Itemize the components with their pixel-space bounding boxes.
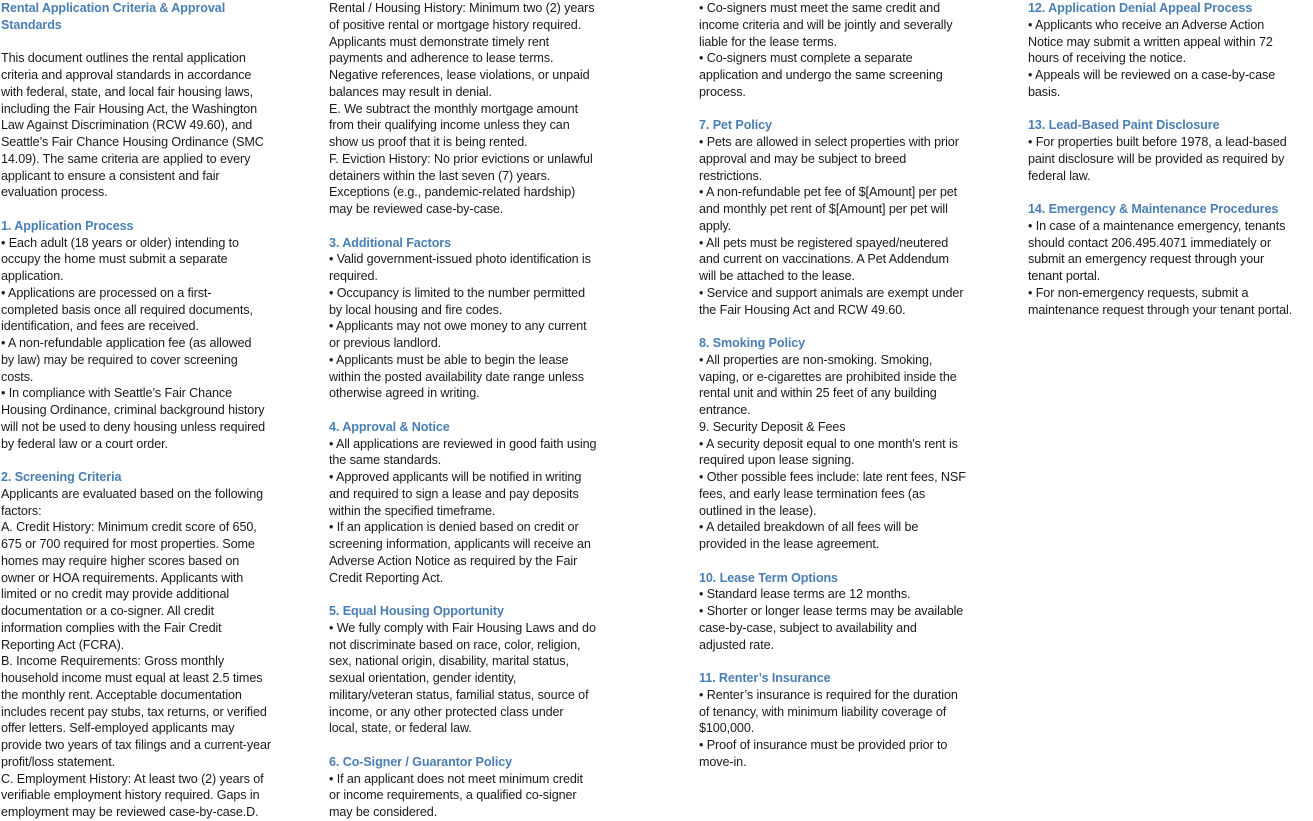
intro-line: with federal, state, and local fair housing laws, (1, 84, 254, 99)
spacer (1, 201, 301, 218)
body-line: • Applicants must be able to begin the lease (329, 352, 569, 367)
body-line: Negative references, lease violations, or unpaid (329, 68, 590, 82)
body-line: F. Eviction History: No prior evictions or unlawful (329, 151, 593, 166)
body-line: provide two years of tax filings and a current-year (1, 738, 271, 752)
section-body-denial-appeal (1028, 17, 1313, 101)
body-line: the same standards. (329, 453, 442, 468)
body-line: • For properties built before 1978, a lead-based (1028, 135, 1287, 149)
body-line: military/veteran status, familial status, source of (329, 687, 589, 702)
body-line: factors: (1, 503, 42, 518)
spacer (1028, 101, 1313, 118)
body-line: offer letters. Self-employed applicants may (1, 721, 235, 736)
column-1 (1, 0, 301, 821)
body-line: may be reviewed case-by-case. (329, 202, 504, 216)
body-line: • Co-signers must meet the same credit and (699, 1, 940, 15)
body-line: by law) may be required to cover screening (1, 352, 238, 367)
spacer (329, 402, 629, 419)
body-line: or previous landlord. (329, 336, 442, 350)
body-line: vaping, or e-cigarettes are prohibited inside the (699, 369, 957, 384)
title-line: Standards (1, 17, 62, 32)
body-line: from their qualifying income unless they can (329, 118, 570, 133)
body-line: • A non-refundable application fee (as allowed (1, 336, 252, 350)
body-line: Rental / Housing History: Minimum two (2) years (329, 1, 595, 15)
body-line: owner or HOA requirements. Applicants with (1, 570, 244, 585)
body-line: • Valid government-issued photo identification is (329, 252, 591, 267)
body-line: • If an applicant does not meet minimum credit (329, 771, 583, 786)
body-line: provided in the lease agreement. (699, 537, 880, 551)
body-line: • Each adult (18 years or older) intending to (1, 235, 239, 250)
body-line: application and undergo the same screening (699, 68, 943, 82)
spacer (699, 101, 999, 118)
column-2 (329, 0, 629, 821)
body-line: outlined in the lease). (699, 503, 817, 518)
body-line: of positive rental or mortgage history required. (329, 17, 582, 32)
body-line: may be considered. (329, 805, 438, 819)
body-line: tenant portal. (1028, 269, 1101, 283)
spacer (1, 34, 301, 51)
body-line: E. We subtract the monthly mortgage amount (329, 101, 578, 116)
body-line: sex, national origin, disability, marital status, (329, 654, 569, 669)
body-line: or income requirements, a qualified co-signer (329, 788, 577, 803)
body-line: Exceptions (e.g., pandemic-related hardship) (329, 185, 576, 200)
body-line: by local housing and fire codes. (329, 302, 503, 317)
intro-line: applicant to ensure a consistent and fair (1, 168, 220, 183)
intro-paragraph (1, 50, 301, 201)
body-line: C. Employment History: At least two (2) years of (1, 771, 264, 786)
body-line: • Applications are processed on a first- (1, 285, 212, 300)
body-line: not discriminate based on race, color, religion, (329, 637, 581, 652)
body-line: • Renter’s insurance is required for the duration (699, 687, 958, 702)
body-line: Adverse Action Notice as required by the Fair (329, 553, 578, 568)
body-line: show us proof that it is being rented. (329, 135, 528, 149)
body-line: screening information, applicants will receive an (329, 537, 591, 551)
section-heading-lease-term: 10. Lease Term Options (699, 570, 838, 585)
section-body-smoking-policy (699, 352, 999, 553)
body-line: hours of receiving the notice. (1028, 51, 1187, 66)
body-line: employment may be reviewed case-by-case.D. (1, 805, 259, 819)
spacer (699, 653, 999, 670)
body-line: • Pets are allowed in select properties with prior (699, 135, 959, 149)
section-heading-emergency-maintenance: 14. Emergency & Maintenance Procedures (1028, 202, 1279, 216)
body-line: and monthly pet rent of $[Amount] per pet will (699, 202, 948, 216)
section-heading-approval-notice: 4. Approval & Notice (329, 419, 450, 434)
body-line: • Proof of insurance must be provided prior to (699, 738, 948, 752)
section-heading-denial-appeal: 12. Application Denial Appeal Process (1028, 1, 1253, 15)
document-title (1, 0, 301, 34)
spacer (329, 218, 629, 235)
body-line: A. Credit History: Minimum credit score of 650, (1, 520, 257, 535)
intro-line: Law Against Discrimination (RCW 49.60), and (1, 118, 253, 133)
body-line: profit/loss statement. (1, 754, 115, 769)
body-line: homes may require higher scores based on (1, 553, 240, 568)
intro-line: evaluation process. (1, 185, 108, 200)
body-line: the monthly rent. Acceptable documentation (1, 687, 242, 702)
section-body-emergency-maintenance (1028, 218, 1313, 319)
spacer (1028, 184, 1313, 201)
body-line: balances may result in denial. (329, 84, 492, 99)
section-body-screening-criteria-continued (329, 0, 629, 218)
spacer (329, 586, 629, 603)
body-line: • Approved applicants will be notified in writing (329, 470, 582, 484)
body-line: paint disclosure will be provided as required by (1028, 151, 1285, 166)
body-line: • Other possible fees include: late rent fees, NSF (699, 470, 966, 484)
body-line: income criteria and will be jointly and severally (699, 17, 953, 32)
section-body-co-signer-continued (699, 0, 999, 101)
body-line: completed basis once all required documents, (1, 302, 253, 317)
section-body-renters-insurance (699, 687, 999, 771)
body-line: includes recent pay stubs, tax returns, or verified (1, 704, 267, 719)
body-line: identification, and fees are received. (1, 319, 199, 334)
body-line: required. (329, 269, 378, 283)
body-line: occupy the home must submit a separate (1, 252, 228, 267)
body-line: case-by-case, subject to availability and (699, 620, 917, 635)
spacer (1, 452, 301, 469)
body-line: • Applicants who receive an Adverse Action (1028, 17, 1265, 32)
intro-line: This document outlines the rental application (1, 51, 246, 66)
body-line: Applicants must demonstrate timely rent (329, 34, 550, 49)
body-line: information complies with the Fair Credit (1, 620, 222, 635)
body-line: • All applications are reviewed in good faith using (329, 436, 597, 451)
column-4 (1028, 0, 1313, 318)
body-line: Applicants are evaluated based on the following (1, 486, 264, 501)
title-line: Rental Application Criteria & Approval (1, 1, 226, 15)
body-line: within the posted availability date range unless (329, 369, 584, 384)
body-line: • A security deposit equal to one month's rent is (699, 436, 958, 451)
body-line: and current on vaccinations. A Pet Addendum (699, 252, 949, 267)
body-line: apply. (699, 218, 732, 233)
body-line: $100,000. (699, 721, 755, 736)
section-heading-additional-factors: 3. Additional Factors (329, 235, 451, 250)
section-heading-application-process: 1. Application Process (1, 218, 134, 233)
section-body-pet-policy (699, 134, 999, 318)
body-line: • If an application is denied based on credit or (329, 520, 579, 535)
body-line: approval and may be subject to breed (699, 151, 907, 166)
intro-line: including the Fair Housing Act, the Washington (1, 101, 258, 116)
body-line: submit an emergency request through your (1028, 252, 1265, 267)
body-line: • A detailed breakdown of all fees will be (699, 520, 919, 535)
section-body-lead-paint (1028, 134, 1313, 184)
body-line: within the specified timeframe. (329, 503, 496, 518)
body-line: and required to sign a lease and pay deposits (329, 486, 579, 501)
body-line: of tenancy, with minimum liability coverage of (699, 704, 947, 719)
body-line: • Co-signers must complete a separate (699, 51, 913, 66)
body-line: entrance. (699, 403, 751, 417)
body-line: • In case of a maintenance emergency, tenants (1028, 218, 1286, 233)
body-line: will be attached to the lease. (699, 269, 855, 283)
body-line: limited or no credit may provide additional (1, 587, 230, 602)
body-line: costs. (1, 369, 34, 384)
body-line: federal law. (1028, 168, 1091, 183)
body-line: restrictions. (699, 168, 763, 183)
spacer (329, 737, 629, 754)
section-heading-equal-housing: 5. Equal Housing Opportunity (329, 604, 504, 618)
body-line: • For non-emergency requests, submit a (1028, 285, 1249, 300)
body-line: • All properties are non-smoking. Smoking, (699, 352, 933, 367)
body-line: Housing Ordinance, criminal background history (1, 403, 265, 417)
body-line: 675 or 700 required for most properties. Some (1, 537, 255, 551)
body-line: move-in. (699, 754, 747, 769)
body-line: process. (699, 84, 746, 99)
body-line: otherwise agreed in writing. (329, 386, 480, 401)
body-line: application. (1, 269, 64, 283)
body-line: • Service and support animals are exempt under (699, 285, 964, 300)
body-line: required upon lease signing. (699, 453, 855, 468)
body-line: Notice may submit a written appeal within 72 (1028, 34, 1273, 49)
body-line: liable for the lease terms. (699, 34, 837, 49)
section-heading-pet-policy: 7. Pet Policy (699, 118, 772, 133)
section-heading-screening-criteria: 2. Screening Criteria (1, 470, 122, 484)
body-line: • All pets must be registered spayed/neutered (699, 235, 949, 250)
spacer (699, 318, 999, 335)
body-line: should contact 206.495.4071 immediately or (1028, 235, 1271, 250)
body-line: payments and adherence to lease terms. (329, 51, 554, 66)
body-line: • In compliance with Seattle’s Fair Chance (1, 386, 232, 401)
body-line: detainers within the last seven (7) years. (329, 168, 551, 183)
section-heading-smoking-policy: 8. Smoking Policy (699, 336, 806, 350)
body-line: • Standard lease terms are 12 months. (699, 587, 911, 602)
section-body-co-signer (329, 771, 629, 821)
body-line: will not be used to deny housing unless required (1, 419, 266, 434)
body-line: • Appeals will be reviewed on a case-by-case (1028, 68, 1276, 82)
section-body-application-process (1, 235, 301, 453)
body-line: Credit Reporting Act. (329, 570, 444, 585)
body-line: verifiable employment history required. Gaps in (1, 788, 260, 803)
body-line: documentation or a co-signer. All credit (1, 604, 215, 618)
intro-line: criteria and approval standards in accordance (1, 68, 252, 82)
body-line: • Shorter or longer lease terms may be available (699, 604, 964, 618)
intro-line: Seattle’s Fair Chance Housing Ordinance (SMC (1, 135, 264, 149)
section-body-approval-notice (329, 436, 629, 587)
body-line: local, state, or federal law. (329, 721, 472, 736)
body-line: by federal law or a court order. (1, 436, 168, 451)
section-body-screening-criteria (1, 486, 301, 821)
body-line: adjusted rate. (699, 637, 774, 652)
spacer (699, 553, 999, 570)
body-line: sexual orientation, gender identity, (329, 671, 517, 685)
body-line: rental unit and within 25 feet of any building (699, 386, 937, 401)
body-line: the Fair Housing Act and RCW 49.60. (699, 302, 906, 317)
section-heading-renters-insurance: 11. Renter’s Insurance (699, 671, 831, 685)
body-line: fees, and early lease termination fees (as (699, 486, 926, 501)
section-body-additional-factors (329, 251, 629, 402)
body-line: 9. Security Deposit & Fees (699, 419, 846, 434)
section-heading-co-signer: 6. Co-Signer / Guarantor Policy (329, 754, 513, 769)
section-body-lease-term (699, 586, 999, 653)
body-line: household income must equal at least 2.5 times (1, 671, 263, 685)
section-heading-lead-paint: 13. Lead-Based Paint Disclosure (1028, 118, 1220, 133)
body-line: basis. (1028, 84, 1061, 99)
body-line: • Applicants may not owe money to any current (329, 319, 587, 334)
body-line: income, or any other protected class under (329, 704, 564, 719)
body-line: • A non-refundable pet fee of $[Amount] per pet (699, 185, 958, 200)
body-line: B. Income Requirements: Gross monthly (1, 654, 225, 669)
body-line: • We fully comply with Fair Housing Laws and do (329, 620, 596, 635)
column-3 (699, 0, 999, 771)
section-body-equal-housing (329, 620, 629, 737)
body-line: • Occupancy is limited to the number permitted (329, 285, 585, 300)
body-line: Reporting Act (FCRA). (1, 637, 125, 652)
intro-line: 14.09). The same criteria are applied to every (1, 151, 251, 166)
body-line: maintenance request through your tenant portal. (1028, 302, 1293, 317)
